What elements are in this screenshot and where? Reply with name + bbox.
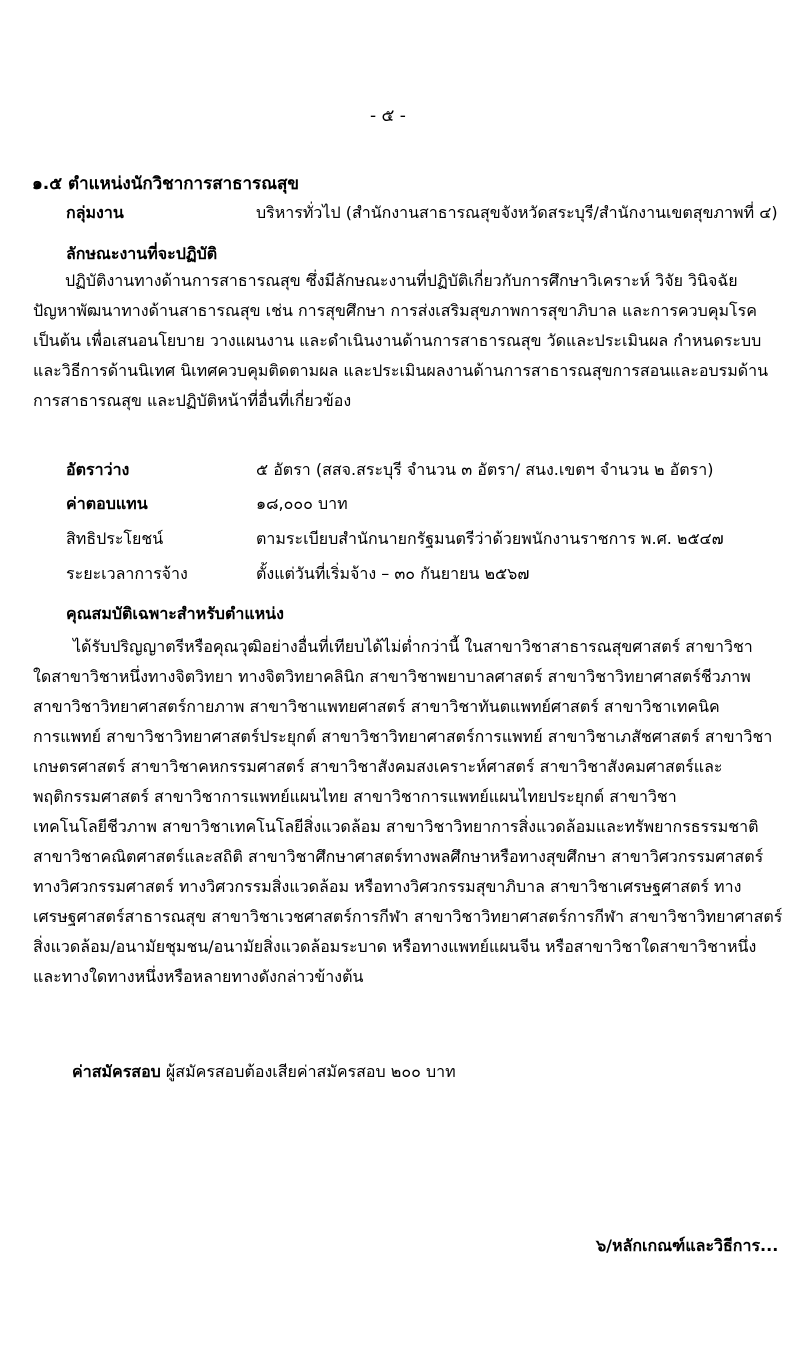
detail-label: ระยะเวลาการจ้าง bbox=[66, 564, 188, 583]
fee-label: ค่าสมัครสอบ bbox=[72, 1062, 161, 1081]
job-nature-line: เป็นต้น เพื่อเสนอนโยบาย วางแผนงาน และดำเนินงานด้านการสาธารณสุข วัดและประเมินผล กำหนดระบบ bbox=[33, 331, 762, 350]
continued-footer: ๖/หลักเกณฑ์และวิธีการ... bbox=[596, 1236, 779, 1255]
qualification-line: ได้รับปริญญาตรีหรือคุณวุฒิอย่างอื่นที่เทียบได้ไม่ต่ำกว่านี้ ในสาขาวิชาสาธารณสุขศาสตร์ สาขาวิชา bbox=[73, 637, 753, 656]
qualification-line: การแพทย์ สาขาวิชาวิทยาศาสตร์ประยุกต์ สาขาวิชาวิทยาศาสตร์การแพทย์ สาขาวิชาเภสัชศาสตร์ สาขาวิชา bbox=[33, 727, 773, 746]
qualification-line: เศรษฐศาสตร์สาธารณสุข สาขาวิชาเวชศาสตร์การกีฬา สาขาวิชาวิทยาศาสตร์การกีฬา สาขาวิชาวิทยาศาสตร์ bbox=[33, 907, 783, 926]
qualification-line: ใดสาขาวิชาหนึ่งทางจิตวิทยา ทางจิตวิทยาคลินิก สาขาวิชาพยาบาลศาสตร์ สาขาวิชาวิทยาศาสตร์ชีวภาพ bbox=[33, 667, 751, 686]
detail-row-duration bbox=[66, 562, 796, 586]
qualification-line: สิ่งแวดล้อม/อนามัยชุมชน/อนามัยสิ่งแวดล้อมระบาด หรือทางแพทย์แผนจีน หรือสาขาวิชาใดสาขาวิชาหนึ่ง bbox=[33, 937, 757, 956]
job-nature-line: ปฏิบัติงานทางด้านการสาธารณสุข ซึ่งมีลักษณะงานที่ปฏิบัติเกี่ยวกับการศึกษาวิเคราะห์ วิจัย วินิจฉัย bbox=[65, 271, 738, 290]
application-fee bbox=[72, 1060, 456, 1085]
group-value: บริหารทั่วไป (สำนักงานสาธารณสุขจังหวัดสระบุรี/สำนักงานเขตสุขภาพที่ ๔) bbox=[256, 203, 778, 222]
detail-value: ๑๘,๐๐๐ บาท bbox=[256, 494, 348, 513]
detail-label: สิทธิประโยชน์ bbox=[66, 529, 164, 548]
detail-row-vacancies bbox=[66, 458, 796, 482]
detail-value: ตามระเบียบสำนักนายกรัฐมนตรีว่าด้วยพนักงานราชการ พ.ศ. ๒๕๔๗ bbox=[256, 529, 724, 548]
detail-value: ตั้งแต่วันที่เริ่มจ้าง – ๓๐ กันยายน ๒๕๖๗ bbox=[256, 564, 530, 583]
detail-label: ค่าตอบแทน bbox=[66, 494, 148, 513]
qualification-line: พฤติกรรมศาสตร์ สาขาวิชาการแพทย์แผนไทย สาขาวิชาการแพทย์แผนไทยประยุกต์ สาขาวิชา bbox=[33, 787, 677, 806]
qualification-line: เกษตรศาสตร์ สาขาวิชาคหกรรมศาสตร์ สาขาวิชาสังคมสงเคราะห์ศาสตร์ สาขาวิชาสังคมศาสตร์และ bbox=[33, 757, 723, 776]
qualification-line: สาขาวิชาวิทยาศาสตร์กายภาพ สาขาวิชาแพทยศาสตร์ สาขาวิชาทันตแพทย์ศาสตร์ สาขาวิชาเทคนิค bbox=[33, 697, 720, 716]
job-nature-paragraph bbox=[33, 266, 789, 416]
job-nature-line: ปัญหาพัฒนาทางด้านสาธารณสุข เช่น การสุขศึกษา การส่งเสริมสุขภาพการสุขาภิบาล และการควบคุมโรค bbox=[33, 301, 757, 320]
group-row bbox=[66, 201, 796, 225]
fee-value: ผู้สมัครสอบต้องเสียค่าสมัครสอบ ๒๐๐ บาท bbox=[165, 1062, 456, 1081]
job-nature-line: และวิธีการด้านนิเทศ นิเทศควบคุมติดตามผล และประเมินผลงานด้านการสาธารณสุขการสอนและอบรมด้าน bbox=[33, 361, 769, 380]
detail-row-benefits bbox=[66, 527, 796, 551]
qualification-line: เทคโนโลยีชีวภาพ สาขาวิชาเทคโนโลยีสิ่งแวดล้อม สาขาวิชาวิทยาการสิ่งแวดล้อมและทรัพยากรธรรมชาติ bbox=[33, 817, 759, 836]
page-number: - ๕ - bbox=[370, 106, 406, 126]
qualification-line: และทางใดทางหนึ่งหรือหลายทางดังกล่าวข้างต้น bbox=[33, 967, 364, 986]
qualifications-paragraph bbox=[33, 632, 793, 992]
qualification-line: ทางวิศวกรรมศาสตร์ ทางวิศวกรรมสิ่งแวดล้อม หรือทางวิศวกรรมสุขาภิบาล สาขาวิชาเศรษฐศาสตร์ ทาง bbox=[33, 877, 742, 896]
detail-row-compensation bbox=[66, 492, 796, 516]
detail-label: อัตราว่าง bbox=[66, 460, 130, 479]
group-label: กลุ่มงาน bbox=[66, 203, 124, 222]
qualification-line: สาขาวิชาคณิตศาสตร์และสถิติ สาขาวิชาศึกษาศาสตร์ทางพลศึกษาหรือทางสุขศึกษา สาขาวิศวกรรมศาสตร์ bbox=[33, 847, 764, 866]
job-nature-line: การสาธารณสุข และปฏิบัติหน้าที่อื่นที่เกี่ยวข้อง bbox=[33, 391, 352, 410]
section-heading: ๑.๕ ตำแหน่งนักวิชาการสาธารณสุข bbox=[32, 174, 299, 194]
job-nature-heading: ลักษณะงานที่จะปฏิบัติ bbox=[66, 244, 218, 263]
detail-value: ๕ อัตรา (สสจ.สระบุรี จำนวน ๓ อัตรา/ สนง.เขตฯ จำนวน ๒ อัตรา) bbox=[256, 460, 714, 479]
qualifications-heading: คุณสมบัติเฉพาะสำหรับตำแหน่ง bbox=[66, 604, 284, 623]
